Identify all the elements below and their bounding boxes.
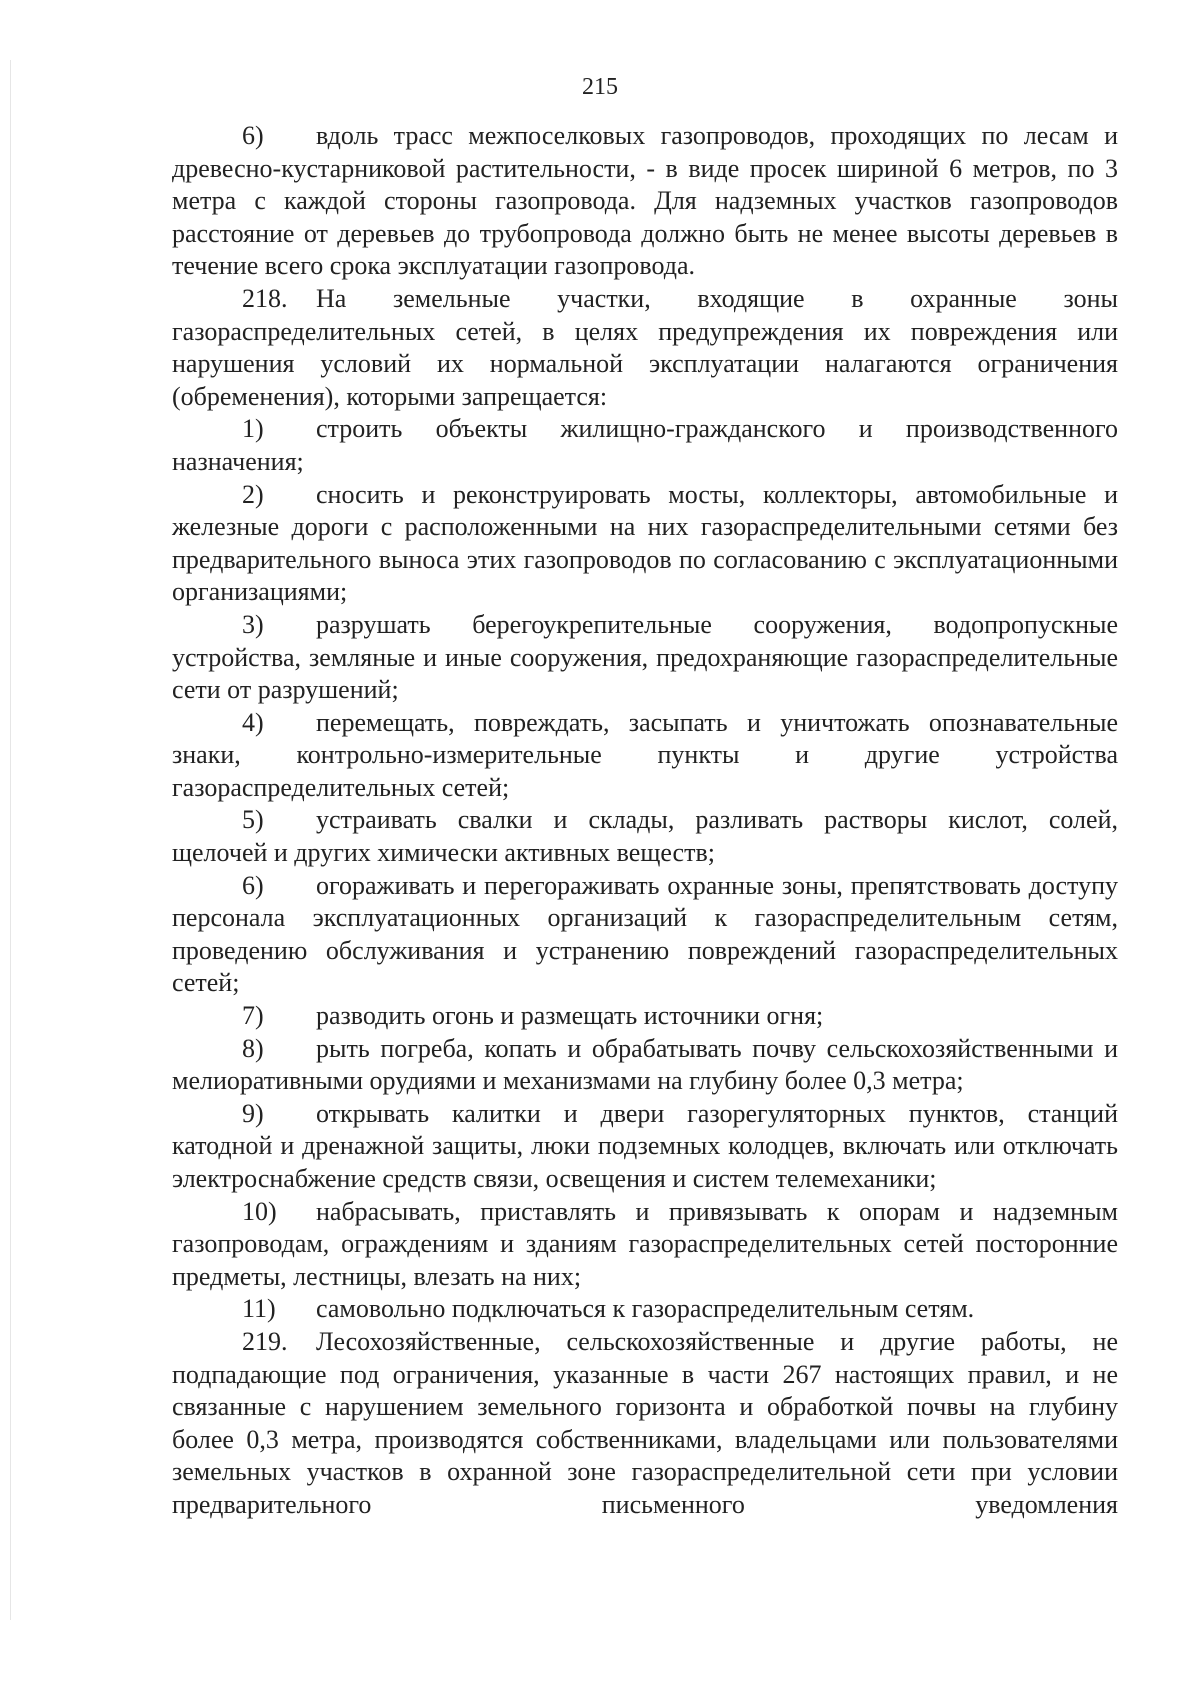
list-marker: 7) xyxy=(242,1001,264,1031)
list-item-8 xyxy=(172,1033,1118,1098)
page-number: 215 xyxy=(582,74,618,100)
list-marker: 8) xyxy=(242,1033,264,1063)
paragraph-text: строить объекты жилищно-гражданского и производственного назначения; xyxy=(172,414,1118,476)
paragraph-text: устраивать свалки и склады, разливать растворы кислот, солей, щелочей и других химически активных веществ; xyxy=(172,805,1118,868)
list-marker: 3) xyxy=(242,609,264,639)
list-item-10 xyxy=(172,1196,1118,1294)
paragraph-text: открывать калитки и двери газорегуляторных пунктов, станций катодной и дренажной защиты, люки подземных колодцев, включать или отключать электроснабжение средств связи, освещения и систем телемеханики; xyxy=(172,1098,1118,1193)
paragraph-text: набрасывать, приставлять и привязывать к опорам и надземным газопроводам, ограждениям и зданиям газораспределительных сетей посторонние предметы, лестницы, влезать на них; xyxy=(172,1196,1118,1291)
list-item-7 xyxy=(172,1000,1118,1033)
list-item-6 xyxy=(172,870,1118,1000)
paragraph-text: сносить и реконструировать мосты, коллекторы, автомобильные и железные дороги с расположенными на них газораспределительными сетями без предварительного выноса этих газопроводов по согласованию с эксплуатационными организациями; xyxy=(172,479,1118,607)
paragraph-text: огораживать и перегораживать охранные зоны, препятствовать доступу персонала эксплуатационных организаций к газораспределительным сетям, проведению обслуживания и устранению повреждений газораспределительных сетей; xyxy=(172,870,1118,998)
paragraph-text: самовольно подключаться к газораспределительным сетям. xyxy=(316,1294,975,1324)
clause-number: 219. xyxy=(242,1326,288,1356)
list-item-9 xyxy=(172,1098,1118,1196)
clause-218 xyxy=(172,283,1118,413)
paragraph-text: разрушать берегоукрепительные сооружения, водопропускные устройства, земляные и иные сооружения, предохраняющие газораспределительные сети от разрушений; xyxy=(172,609,1118,705)
list-marker: 10) xyxy=(242,1196,277,1226)
paragraph-text: На земельные участки, входящие в охранные зоны газораспределительных сетей, в целях предупреждения их повреждения или нарушения условий их нормальной эксплуатации налагаются ограничения (обременения), которыми запрещается: xyxy=(172,283,1118,411)
clause-219 xyxy=(172,1326,1118,1522)
list-item-11 xyxy=(172,1293,1118,1326)
clause-number: 218. xyxy=(242,283,288,313)
list-marker: 2) xyxy=(242,479,264,509)
list-marker: 9) xyxy=(242,1098,264,1128)
paragraph-text: перемещать, повреждать, засыпать и уничтожать опознавательные знаки, контрольно-измерительные пункты и другие устройства газораспределительных сетей; xyxy=(172,707,1118,802)
list-item-4 xyxy=(172,707,1118,805)
paragraph-text: вдоль трасс межпоселковых газопроводов, проходящих по лесам и древесно-кустарниковой растительности, - в виде просек шириной 6 метров, по 3 метра с каждой стороны газопровода. Для надземных участков газопроводов расстояние от деревьев до трубопровода должно быть не менее высоты деревьев в течение всего срока эксплуатации газопровода. xyxy=(172,121,1118,281)
list-item-1 xyxy=(172,413,1118,478)
list-item-3 xyxy=(172,609,1118,707)
list-marker: 6) xyxy=(242,870,264,900)
list-item-2 xyxy=(172,479,1118,609)
list-marker: 5) xyxy=(242,805,264,835)
paragraph-text: разводить огонь и размещать источники огня; xyxy=(316,1001,824,1031)
document-body xyxy=(172,120,1118,1522)
list-marker: 11) xyxy=(242,1294,276,1324)
list-marker: 6) xyxy=(242,121,264,150)
scan-edge-line xyxy=(10,60,11,1620)
list-marker: 1) xyxy=(242,414,264,444)
list-item-5 xyxy=(172,804,1118,869)
list-marker: 4) xyxy=(242,707,264,737)
list-item-6-forest-clearings xyxy=(172,120,1118,283)
paragraph-text: рыть погреба, копать и обрабатывать почву сельскохозяйственными и мелиоративными орудиями и механизмами на глубину более 0,3 метра; xyxy=(172,1033,1118,1096)
paragraph-text: Лесохозяйственные, сельскохозяйственные и другие работы, не подпадающие под ограничения, указанные в части 267 настоящих правил, и не связанные с нарушением земельного горизонта и обработкой почвы на глубину более 0,3 метра, производятся собственниками, владельцами или пользователями земельных участков в охранной зоне газораспределительной сети при условии предварительного письменного уведомления xyxy=(172,1326,1118,1519)
